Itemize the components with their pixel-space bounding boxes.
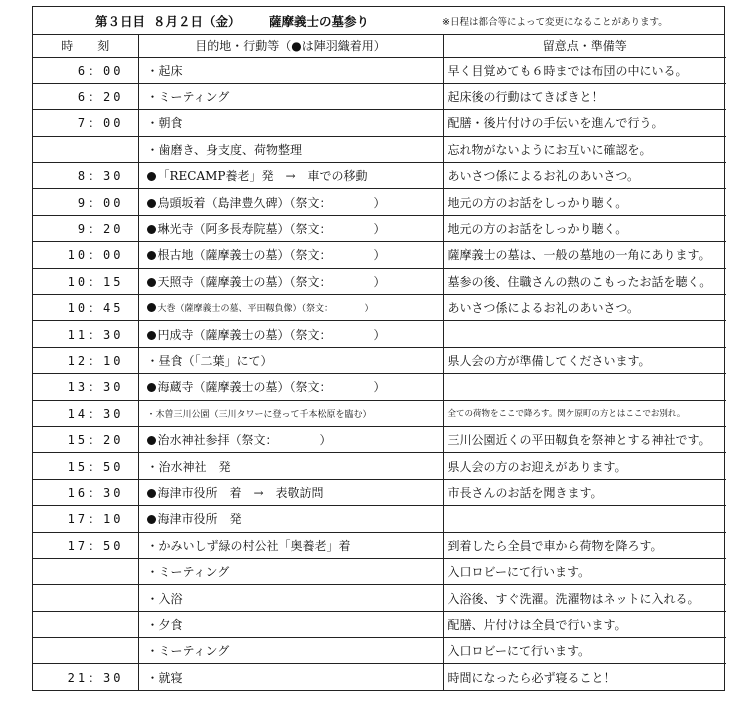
table-row <box>33 453 726 479</box>
row-time: 10：15 <box>33 268 138 294</box>
row-time <box>33 638 138 664</box>
row-activity-text: 円成寺（薩摩義士の墓）（祭文： ） <box>157 327 386 342</box>
row-activity <box>138 110 443 136</box>
row-activity-text: ・木曽三川公園（三川タワーに登って千本松原を臨む） <box>146 409 372 420</box>
haori-bullet-icon <box>147 278 156 287</box>
row-note: 薩摩義士の墓は、一般の墓地の一角にあります。 <box>443 242 726 268</box>
row-note: あいさつ係によるお礼のあいさつ。 <box>443 295 726 321</box>
row-activity <box>138 453 443 479</box>
table-row <box>33 189 726 215</box>
row-note: 忘れ物がないようにお互いに確認を。 <box>443 136 726 162</box>
row-note: 入口ロビーにて行います。 <box>443 638 726 664</box>
row-activity-text: 海津市役所 着 → 表敬訪問 <box>157 485 324 500</box>
row-activity <box>138 215 443 241</box>
row-time: 9：00 <box>33 189 138 215</box>
table-row <box>33 347 726 373</box>
row-activity-text: ・かみいしず緑の村公社「奥養老」着 <box>146 538 351 553</box>
row-activity-text: ・朝食 <box>146 116 183 131</box>
row-time: 7：00 <box>33 110 138 136</box>
row-note: 入口ロビーにて行います。 <box>443 558 726 584</box>
row-note <box>443 321 726 347</box>
row-activity <box>138 585 443 611</box>
row-activity <box>138 295 443 321</box>
row-activity-text: ・ミーティング <box>146 644 230 659</box>
row-time <box>33 558 138 584</box>
row-note: 全ての荷物をここで降ろす。関ケ原町の方とはここでお別れ。 <box>443 400 726 426</box>
row-activity-text: ・就寝 <box>146 670 183 685</box>
table-row <box>33 611 726 637</box>
row-time: 17：10 <box>33 506 138 532</box>
row-note: 地元の方のお話をしっかり聴く。 <box>443 215 726 241</box>
table-row <box>33 585 726 611</box>
date-label: ８月２日（金） <box>153 13 241 29</box>
row-time: 16：30 <box>33 479 138 505</box>
table-row <box>33 163 726 189</box>
row-activity <box>138 136 443 162</box>
row-note: 起床後の行動はてきぱきと！ <box>443 83 726 109</box>
row-time: 17：50 <box>33 532 138 558</box>
row-activity-text: 天照寺（薩摩義士の墓）（祭文： ） <box>157 274 386 289</box>
row-note <box>443 374 726 400</box>
row-note: 三川公園近くの平田靱負を祭神とする神社です。 <box>443 426 726 452</box>
row-note: 入浴後、すぐ洗濯。洗濯物はネットに入れる。 <box>443 585 726 611</box>
row-activity <box>138 163 443 189</box>
row-activity <box>138 268 443 294</box>
row-activity <box>138 506 443 532</box>
row-time <box>33 136 138 162</box>
row-activity-text: 海津市役所 発 <box>157 512 242 527</box>
row-note: 市長さんのお話を聞きます。 <box>443 479 726 505</box>
row-activity <box>138 321 443 347</box>
row-time: 12：10 <box>33 347 138 373</box>
haori-bullet-icon <box>147 436 156 445</box>
row-activity <box>138 400 443 426</box>
table-row <box>33 558 726 584</box>
row-activity-text: ・夕食 <box>146 617 183 632</box>
table-row <box>33 506 726 532</box>
row-time: 6：20 <box>33 83 138 109</box>
row-note: 早く目覚めても６時までは布団の中にいる。 <box>443 57 726 83</box>
row-time: 15：50 <box>33 453 138 479</box>
row-activity-text: ・起床 <box>146 63 183 78</box>
table-row <box>33 242 726 268</box>
row-activity <box>138 374 443 400</box>
row-activity-text: ・治水神社 発 <box>146 459 231 474</box>
table-row <box>33 664 726 690</box>
column-header-activity: 目的地・行動等（●は陣羽織着用） <box>138 35 443 57</box>
table-row <box>33 321 726 347</box>
row-note: 配膳・後片付けの手伝いを進んで行う。 <box>443 110 726 136</box>
row-note: あいさつ係によるお礼のあいさつ。 <box>443 163 726 189</box>
row-time: 9：20 <box>33 215 138 241</box>
schedule-table <box>33 35 726 690</box>
schedule-sheet <box>32 6 725 691</box>
row-activity-text: ・入浴 <box>146 591 183 606</box>
row-activity-text: 海蔵寺（薩摩義士の墓）（祭文： ） <box>157 380 386 395</box>
row-time: 11：30 <box>33 321 138 347</box>
row-time: 21：30 <box>33 664 138 690</box>
row-note: 県人会の方のお迎えがあります。 <box>443 453 726 479</box>
row-activity-text: 根古地（薩摩義士の墓）（祭文： ） <box>157 248 386 263</box>
row-activity-text: ・昼食（「二葉」にて） <box>146 353 273 368</box>
haori-bullet-icon <box>147 172 156 181</box>
row-note: 地元の方のお話をしっかり聴く。 <box>443 189 726 215</box>
row-time: 15：20 <box>33 426 138 452</box>
row-note: 時間になったら必ず寝ること！ <box>443 664 726 690</box>
row-activity <box>138 347 443 373</box>
row-note: 配膳、片付けは全員で行います。 <box>443 611 726 637</box>
row-activity <box>138 638 443 664</box>
table-row <box>33 215 726 241</box>
table-row <box>33 400 726 426</box>
table-row <box>33 110 726 136</box>
schedule-rows <box>33 57 726 690</box>
haori-bullet-icon <box>147 251 156 260</box>
table-row <box>33 532 726 558</box>
row-time <box>33 611 138 637</box>
row-time: 8：30 <box>33 163 138 189</box>
haori-bullet-icon <box>147 383 156 392</box>
row-activity <box>138 479 443 505</box>
row-activity <box>138 611 443 637</box>
row-activity-text: 烏頭坂着（島津豊久碑）（祭文： ） <box>157 195 386 210</box>
haori-bullet-icon <box>147 225 156 234</box>
haori-bullet-icon <box>147 515 156 524</box>
row-time: 6：00 <box>33 57 138 83</box>
row-note: 県人会の方が準備してくださいます。 <box>443 347 726 373</box>
row-note: 到着したら全員で車から荷物を降ろす。 <box>443 532 726 558</box>
day-label: 第３日目 <box>95 13 146 29</box>
column-header-row <box>33 35 726 57</box>
table-row <box>33 57 726 83</box>
row-activity <box>138 558 443 584</box>
row-activity-text: 治水神社参拝（祭文： ） <box>157 433 332 448</box>
row-activity <box>138 189 443 215</box>
row-activity-text: ・ミーティング <box>146 565 230 580</box>
table-row <box>33 426 726 452</box>
row-time: 10：45 <box>33 295 138 321</box>
table-row <box>33 136 726 162</box>
day-theme: 薩摩義士の墓参り <box>269 13 370 29</box>
row-activity-text: 琳光寺（阿多長寿院墓）（祭文： ） <box>157 222 386 237</box>
table-row <box>33 268 726 294</box>
table-row <box>33 479 726 505</box>
table-row <box>33 295 726 321</box>
haori-bullet-icon <box>147 199 156 208</box>
table-row <box>33 374 726 400</box>
column-header-notes: 留意点・準備等 <box>443 35 726 57</box>
row-activity-text: ・ミーティング <box>146 90 230 105</box>
haori-bullet-icon <box>147 489 156 498</box>
row-note: 墓参の後、住職さんの熱のこもったお話を聴く。 <box>443 268 726 294</box>
row-time: 14：30 <box>33 400 138 426</box>
row-activity-text: 大巻（薩摩義士の墓、平田靱負像）（祭文： ） <box>157 304 374 315</box>
table-row <box>33 638 726 664</box>
schedule-header <box>33 7 724 35</box>
row-activity <box>138 532 443 558</box>
schedule-change-note: ※日程は都合等によって変更になることがあります。 <box>442 16 668 28</box>
row-activity-text: 「RECAMP養老」発 → 車での移動 <box>157 169 368 184</box>
row-time: 13：30 <box>33 374 138 400</box>
row-activity <box>138 242 443 268</box>
row-time: 10：00 <box>33 242 138 268</box>
row-note <box>443 506 726 532</box>
row-activity <box>138 57 443 83</box>
row-activity-text: ・歯磨き、身支度、荷物整理 <box>146 142 303 157</box>
haori-bullet-icon <box>147 331 156 340</box>
table-row <box>33 83 726 109</box>
row-activity <box>138 83 443 109</box>
column-header-time: 時 刻 <box>33 35 138 57</box>
row-time <box>33 585 138 611</box>
row-activity <box>138 664 443 690</box>
row-activity <box>138 426 443 452</box>
haori-bullet-icon <box>147 303 156 312</box>
